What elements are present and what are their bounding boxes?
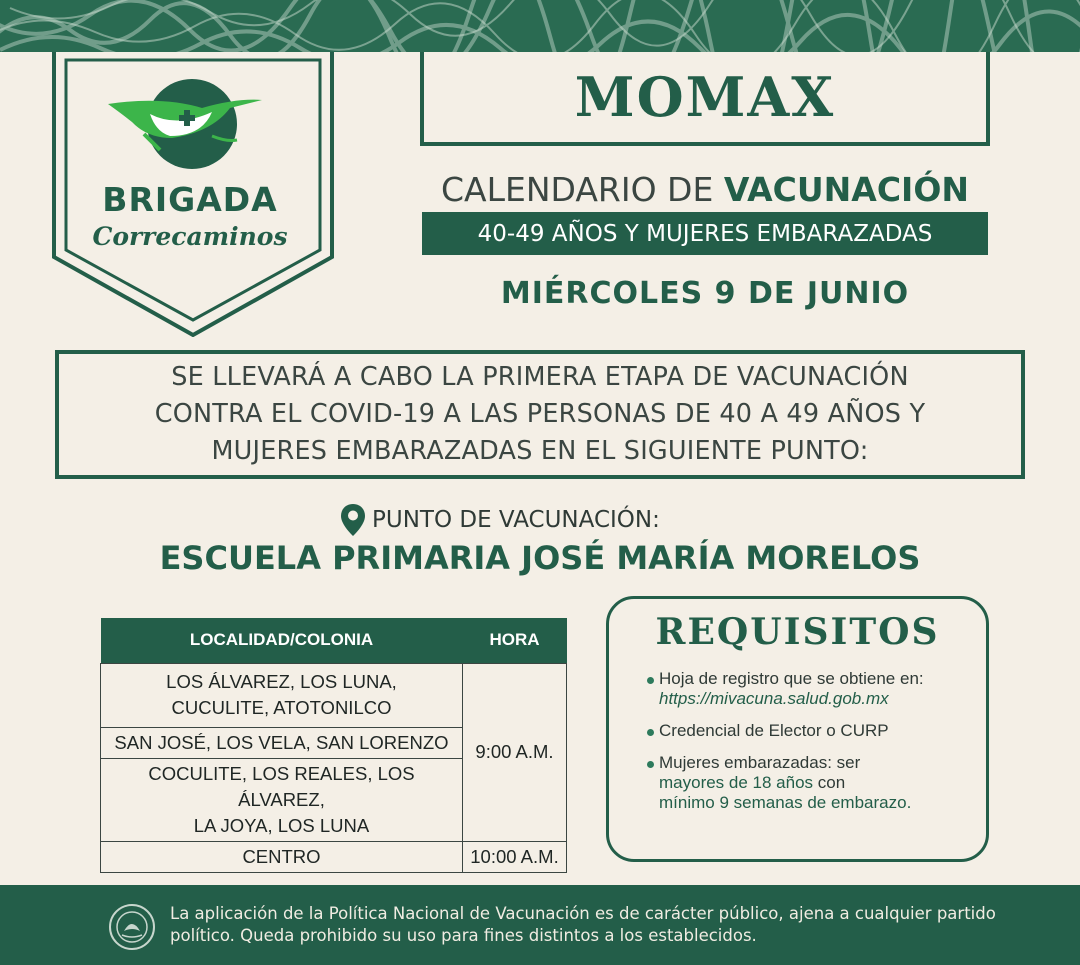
location-title: MOMAX [574,65,836,129]
map-pin-icon [340,503,366,537]
notice-text: SE LLEVARÁ A CABO LA PRIMERA ETAPA DE VACUNACIÓN CONTRA EL COVID-19 A LAS PERSONAS DE 40 A 49 AÑOS Y MUJERES EMBARAZADAS EN EL SIGUIENTE PUNTO: [154,362,926,466]
list-item: Credencial de Elector o CURP [647,721,977,741]
government-seal-icon [108,903,156,951]
notice-box [55,350,1025,479]
registration-link[interactable]: https://mivacuna.salud.gob.mx [659,689,889,708]
column-header-locality: LOCALIDAD/COLONIA [101,618,463,663]
requirements-title: REQUISITOS [655,611,940,653]
table-header-row [101,618,567,663]
schedule-table [100,618,567,873]
calendar-heading: CALENDARIO DE VACUNACIÓN [440,170,969,209]
footer-disclaimer: La aplicación de la Política Nacional de Vacunación es de carácter público, ajena a cualquier partido político. Queda prohibido su uso para fines distintos a los establecidos. [170,904,996,945]
table-row [101,663,567,727]
vaccination-point-label: PUNTO DE VACUNACIÓN: [340,503,760,537]
time-cell: 10:00 A.M. [463,841,567,872]
vaccination-date: MIÉRCOLES 9 DE JUNIO [500,276,910,311]
locality-cell: CENTRO [101,841,463,872]
brand-subtitle: Correcaminos [92,222,288,251]
requirements-list [647,669,977,825]
time-cell: 9:00 A.M. [463,663,567,841]
locality-cell: COCULITE, LOS REALES, LOS ÁLVAREZ, LA JOYA, LOS LUNA [101,758,463,841]
decorative-pattern-band [0,0,1080,52]
school-name: ESCUELA PRIMARIA JOSÉ MARÍA MORELOS [159,539,921,577]
table-row [101,841,567,872]
list-item: Mujeres embarazadas: ser mayores de 18 años con mínimo 9 semanas de embarazo. [647,753,977,813]
locality-cell: LOS ÁLVAREZ, LOS LUNA, CUCULITE, ATOTONILCO [101,663,463,727]
location-title-box [420,52,990,146]
roadrunner-logo-icon [108,79,262,169]
list-item: Hoja de registro que se obtiene en: https://mivacuna.salud.gob.mx [647,669,977,709]
brand-title: BRIGADA [102,180,278,219]
requirements-box [606,596,989,862]
locality-cell: SAN JOSÉ, LOS VELA, SAN LORENZO [101,727,463,758]
age-group-banner: 40-49 AÑOS Y MUJERES EMBARAZADAS [422,212,988,255]
column-header-time: HORA [463,618,567,663]
